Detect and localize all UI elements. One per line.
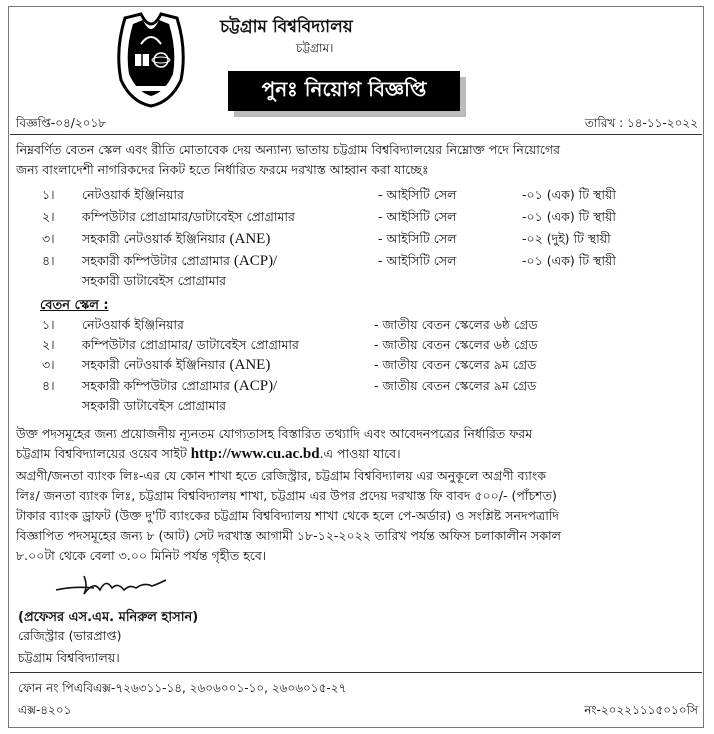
signer-institution: চট্টগ্রাম বিশ্ববিদ্যালয়। [18, 650, 120, 665]
pay-grade: - জাতীয় বেতন স্কেলের ৯ম গ্রেড [374, 378, 537, 393]
position-office: - আইসিটি সেল [378, 209, 457, 224]
pay-title: কম্পিউটার প্রোগ্রামার/ ডাটাবেইস প্রোগ্রামার [82, 337, 299, 352]
intro-line: জন্য বাংলাদেশী নাগরিকদের নিকট হতে নির্ধারিত ফরমে দরখাস্ত আহ্বান করা যাচ্ছেঃ [16, 162, 429, 177]
pay-number: ১। [42, 317, 55, 332]
signer-name: (প্রফেসর এস.এম. মনিরুল হাসান) [18, 610, 199, 625]
position-title-text: সহকারী নেটওয়ার্ক ইঞ্জিনিয়ার [82, 231, 226, 246]
signer-designation: রেজিস্ট্রার (ভারপ্রাপ্ত) [18, 628, 122, 643]
banner-title: পুনঃ নিয়োগ বিজ্ঞপ্তি [228, 71, 460, 111]
pay-scale-heading: বেতন স্কেল : [40, 298, 109, 313]
university-city: চট্টগ্রাম। [296, 41, 334, 55]
application-line: বিজ্ঞাপিত পদসমূহের জন্য ৮ (আট) সেট দরখাস্ত আগামী ১৮-১২-২০২২ তারিখ পর্যন্ত অফিস চলাকালীন সকাল [16, 528, 561, 543]
pay-number: ৩। [42, 357, 55, 372]
pay-grade: - জাতীয় বেতন স্কেলের ৬ষ্ঠ গ্রেড [374, 337, 538, 352]
extension-number: এক্স-৪২০১ [18, 703, 72, 717]
position-count: -০১ (এক) টি স্থায়ী [522, 253, 616, 268]
website-link[interactable]: http://www.cu.ac.bd [190, 446, 320, 462]
application-line: লিঃ/ জনতা ব্যাংক লিঃ, চট্টগ্রাম বিশ্ববিদ্যালয় শাখা, চট্টগ্রাম এর উপর প্রদেয় দরখাস্ত ফি বাবদ ৫০০/- (পাঁচশত) [16, 488, 557, 503]
application-line: ৮.০০টা থেকে বেলা ৩.০০ মিনিট পর্যন্ত গৃহীত হবে। [16, 548, 267, 563]
phone-numbers: ফোন নং পিএবিএক্স-৭২৬৩১১-১৪, ২৬০৬০০১-১০, ২৬০৬০১৫-২৭ [18, 681, 347, 695]
intro-line: নিম্নবর্ণিত বেতন স্কেল এবং রীতি মোতাবেক দেয় অন্যান্য ভাতায় চট্টগ্রাম বিশ্ববিদ্যালয়ের নিম্নোক্ত পদে নিয়োগের [16, 142, 560, 157]
position-office: - আইসিটি সেল [378, 253, 457, 268]
position-title: নেটওয়ার্ক ইঞ্জিনিয়ার [82, 187, 184, 202]
position-title-text: সহকারী কম্পিউটার প্রোগ্রামার [82, 253, 230, 268]
position-office: - আইসিটি সেল [378, 187, 457, 202]
position-office: - আইসিটি সেল [378, 231, 457, 246]
university-name: চট্টগ্রাম বিশ্ববিদ্যালয় [220, 17, 353, 37]
details-text: .এ পাওয়া যাবে। [319, 446, 401, 461]
details-line: উক্ত পদসমূহের জন্য প্রয়োজনীয় ন্যূনতম যোগ্যতাসহ বিস্তারিত তথ্যাদি এবং আবেদনপত্রের নির্ধারিত ফরম [16, 426, 533, 441]
pay-title-text: সহকারী নেটওয়ার্ক ইঞ্জিনিয়ার [82, 357, 226, 372]
notice-ref-number: বিজ্ঞপ্তি-০৪/২০১৮ [16, 116, 107, 130]
application-paragraph [16, 466, 696, 566]
position-title: কম্পিউটার প্রোগ্রামার/ডাটাবেইস প্রোগ্রামার [82, 209, 295, 224]
position-title [82, 252, 277, 270]
position-number: ৩। [42, 231, 55, 246]
footer-divider [10, 672, 702, 673]
position-number: ২। [42, 209, 55, 224]
details-text: চট্টগ্রাম বিশ্ববিদ্যালয়ের ওয়েব সাইট [16, 446, 187, 461]
pay-abbr: (ACP)/ [233, 378, 278, 394]
position-title [82, 230, 270, 248]
handwritten-signature [54, 572, 174, 598]
position-number: ১। [42, 187, 55, 202]
pay-title-second-line: সহকারী ডাটাবেইস প্রোগ্রামার [82, 398, 227, 413]
application-line: টাকার ব্যাংক ড্রাফট (উক্ত দু'টি ব্যাংকের চট্টগ্রাম বিশ্ববিদ্যালয় শাখা থেকে হলে পে-অর্ডার) ও সংশ্লিষ্ট সনদপত্রাদি [16, 508, 559, 523]
position-count: -০২ (দুই) টি স্থায়ী [522, 231, 611, 246]
application-line: অগ্রণী/জনতা ব্যাংক লিঃ-এর যে কোন শাখা হতে রেজিস্ট্রার, চট্টগ্রাম বিশ্ববিদ্যালয় এর অনুকূলে অগ্রণী ব্যাংক [16, 468, 546, 483]
pay-grade: - জাতীয় বেতন স্কেলের ৬ষ্ঠ গ্রেড [374, 317, 538, 332]
position-count: -০১ (এক) টি স্থায়ী [522, 209, 616, 224]
pay-abbr: (ANE) [229, 357, 271, 373]
position-number: ৪। [42, 253, 55, 268]
pay-title-text: সহকারী কম্পিউটার প্রোগ্রামার [82, 378, 230, 393]
reference-serial: নং-২০২২১১১৫০১০সি [584, 703, 698, 717]
pay-title [82, 356, 270, 374]
pay-title [82, 377, 277, 395]
pay-number: ৪। [42, 378, 55, 393]
pay-grade: - জাতীয় বেতন স্কেলের ৯ম গ্রেড [374, 357, 537, 372]
position-abbr: (ANE) [229, 231, 271, 247]
details-line [16, 444, 696, 464]
pay-title: নেটওয়ার্ক ইঞ্জিনিয়ার [82, 317, 184, 332]
university-crest-icon [111, 10, 191, 108]
notice-date: তারিখ : ১৪-১১-২০২২ [584, 116, 698, 130]
intro-paragraph [16, 140, 696, 180]
pay-number: ২। [42, 337, 55, 352]
position-abbr: (ACP)/ [233, 253, 278, 269]
position-count: -০১ (এক) টি স্থায়ী [522, 187, 616, 202]
details-paragraph [16, 424, 696, 464]
divider [10, 134, 702, 135]
position-title-second-line: সহকারী ডাটাবেইস প্রোগ্রামার [82, 273, 227, 288]
